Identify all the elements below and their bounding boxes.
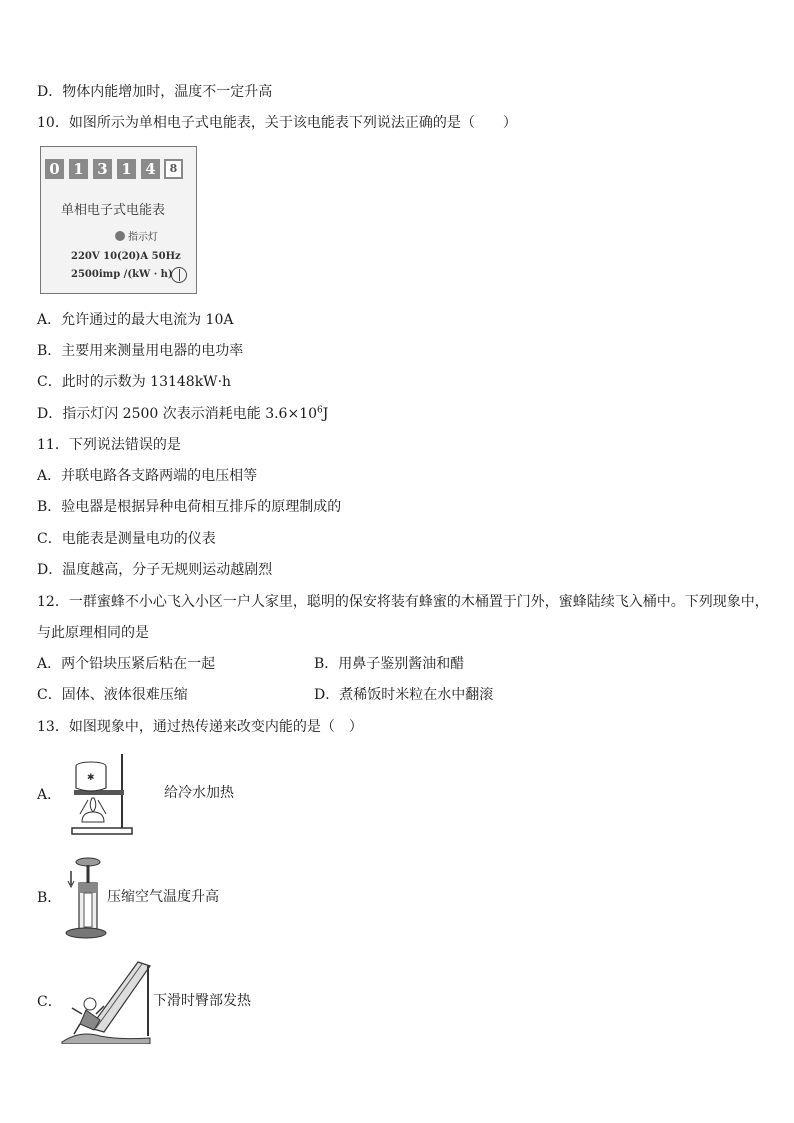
meter-digit: 3 <box>93 159 112 179</box>
option-10d-unit: J <box>322 406 329 422</box>
option-11a: A．并联电路各支路两端的电压相等 <box>37 468 258 484</box>
option-12a: A．两个铅块压紧后粘在一起 <box>37 656 216 672</box>
option-11d: D．温度越高，分子无规则运动越剧烈 <box>37 562 273 578</box>
option-10d-text: D．指示灯闪 2500 次表示消耗电能 3.6×10 <box>37 406 318 422</box>
energy-meter-figure <box>40 146 197 294</box>
meter-digit: 1 <box>69 159 88 179</box>
slide-figure <box>60 958 152 1044</box>
option-13b-label: B． <box>37 890 62 906</box>
meter-digit: 4 <box>141 159 160 179</box>
indicator-light-icon <box>115 231 125 241</box>
svg-text:✱: ✱ <box>87 773 95 783</box>
meter-spec-constant: 2500imp /(kW · h) <box>71 269 173 280</box>
option-13a-label: A． <box>37 787 62 803</box>
question-11: 11．下列说法错误的是 <box>37 437 181 453</box>
meter-digit: 1 <box>117 159 136 179</box>
option-10b: B．主要用来测量用电器的电功率 <box>37 343 244 359</box>
question-13: 13．如图现象中，通过热传递来改变内能的是（ ） <box>37 719 363 735</box>
option-12b: B．用鼻子鉴别酱油和醋 <box>314 656 465 672</box>
heating-water-figure <box>66 752 136 836</box>
option-10a: A．允许通过的最大电流为 10A <box>37 312 234 328</box>
option-13a-text: 给冷水加热 <box>164 785 234 801</box>
meter-title: 单相电子式电能表 <box>61 203 166 218</box>
option-13c-label: C． <box>37 994 62 1010</box>
meter-digit: 0 <box>45 159 64 179</box>
option-10d <box>37 404 328 424</box>
option-11b: B．验电器是根据异种电荷相互排斥的原理制成的 <box>37 499 342 515</box>
option-10c: C．此时的示数为 13148kW·h <box>37 374 232 390</box>
compress-air-figure <box>62 857 107 941</box>
meter-symbol-icon <box>171 267 187 283</box>
option-11c: C．电能表是测量电功的仪表 <box>37 531 216 547</box>
meter-digits <box>45 159 183 179</box>
option-10d-exponent: 6 <box>317 405 323 416</box>
question-10: 10．如图所示为单相电子式电能表，关于该电能表下列说法正确的是（ ） <box>37 115 517 131</box>
option-d-prev: D．物体内能增加时，温度不一定升高 <box>37 84 273 100</box>
option-12c: C．固体、液体很难压缩 <box>37 687 188 703</box>
meter-digit-decimal: 8 <box>164 159 183 179</box>
meter-indicator <box>115 228 158 243</box>
question-12: 12．一群蜜蜂不小心飞入小区一户人家里，聪明的保安将装有蜂蜜的木桶置于门外，蜜蜂陆续飞入桶中。下列现象中， <box>37 594 769 610</box>
indicator-label: 指示灯 <box>128 232 158 243</box>
question-12-cont: 与此原理相同的是 <box>37 625 149 641</box>
option-13b-text: 压缩空气温度升高 <box>107 889 219 905</box>
meter-spec-rating: 220V 10(20)A 50Hz <box>71 251 181 262</box>
option-13c-text: 下滑时臀部发热 <box>153 993 251 1009</box>
option-12d: D．煮稀饭时米粒在水中翻滚 <box>314 687 494 703</box>
